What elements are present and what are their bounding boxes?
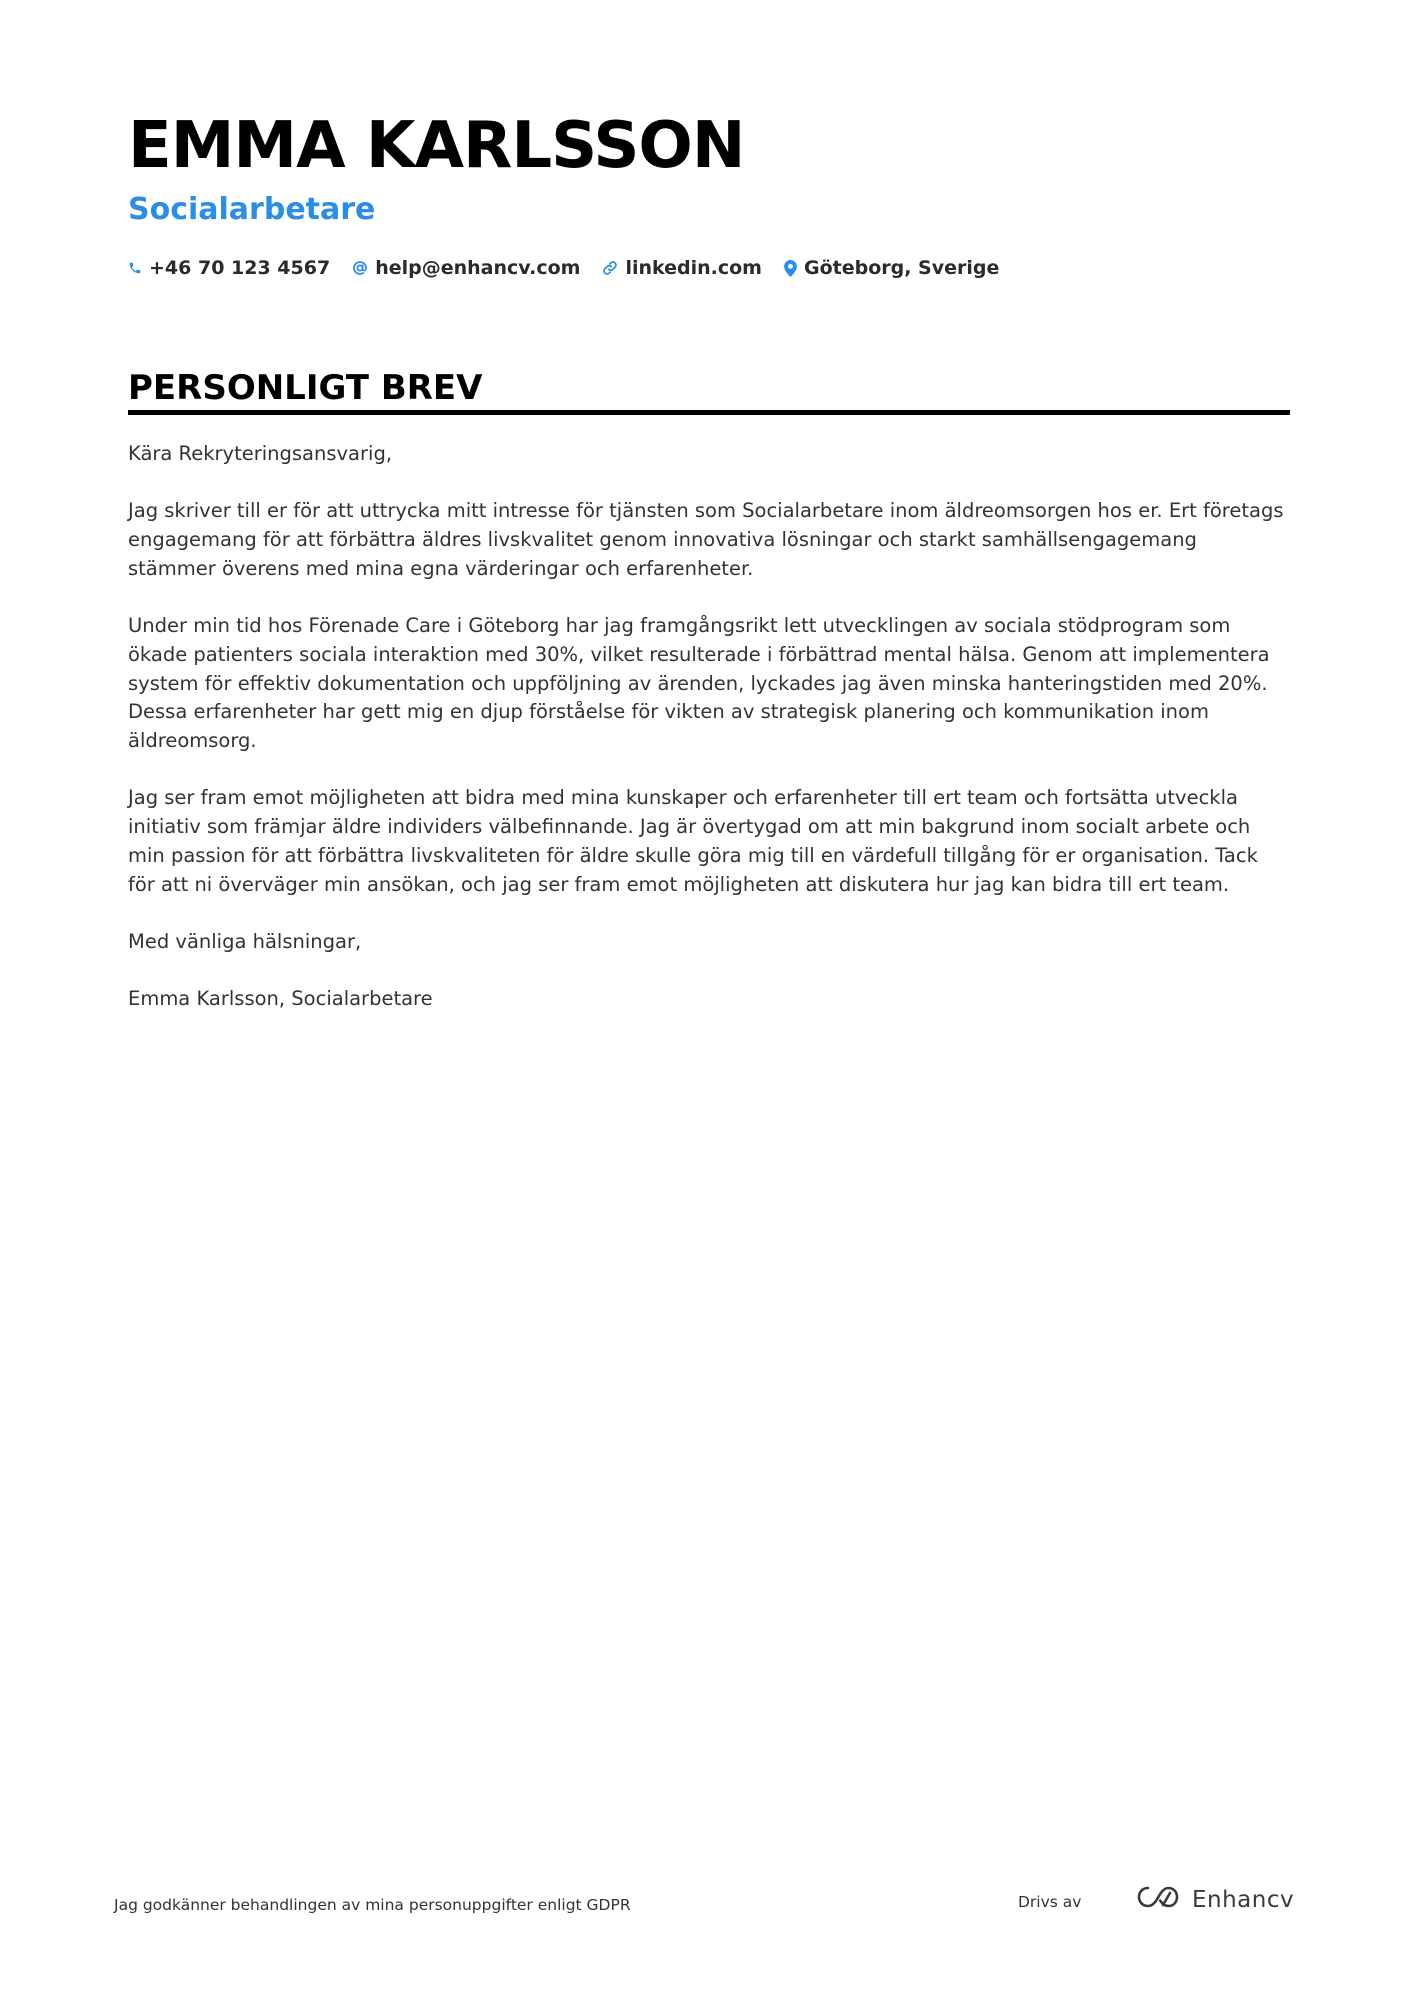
- enhancv-logo[interactable]: [1136, 1884, 1294, 1915]
- letter-paragraph: Under min tid hos Förenade Care i Göteborg har jag framgångsrikt lett utvecklingen av sociala stödprogram som ökade patienters sociala interaktion med 30%, vilket resulterade i förbättrad mental hälsa. Genom att implementera system för effektiv dokumentation och uppföljning av ärenden, lyckades jag även minska hanteringstiden med 20%. Dessa erfarenheter har gett mig en djup förståelse för vikten av strategisk planering och kommunikation inom äldreomsorg.: [128, 614, 1270, 752]
- powered-by-label: Drivs av: [1018, 1893, 1082, 1911]
- enhancv-logo-icon: [1136, 1884, 1182, 1915]
- gdpr-consent-text: Jag godkänner behandlingen av mina personuppgifter enligt GDPR: [114, 1896, 631, 1914]
- letter-body: [128, 440, 1290, 1043]
- contact-info-bar: [128, 254, 999, 282]
- section-heading-personal-letter: PERSONLIGT BREV: [128, 368, 483, 408]
- section-divider: [128, 410, 1290, 415]
- link-icon: [602, 260, 618, 276]
- letter-paragraph: Jag skriver till er för att uttrycka mitt intresse för tjänsten som Socialarbetare inom äldreomsorgen hos er. Ert företags engagemang för att förbättra äldres livskvalitet genom innovativa lösningar och starkt samhällsengagemang stämmer överens med mina egna värderingar och erfarenheter.: [128, 499, 1284, 580]
- letter-paragraph: Jag ser fram emot möjligheten att bidra med mina kunskaper och erfarenheter till ert team och fortsätta utveckla initiativ som främjar äldre individers välbefinnande. Jag är övertygad om att min bakgrund inom socialt arbete och min passion för att förbättra livskvaliteten för äldre skulle göra mig till en värdefull tillgång för er organisation. Tack för att ni överväger min ansökan, och jag ser fram emot möjligheten att diskutera hur jag kan bidra till ert team.: [128, 786, 1258, 896]
- contact-linkedin: [602, 254, 762, 282]
- cover-letter-page: [128, 0, 1290, 1995]
- phone-number[interactable]: +46 70 123 4567: [149, 257, 331, 279]
- letter-signature: Emma Karlsson, Socialarbetare: [128, 987, 433, 1011]
- location-text: Göteborg, Sverige: [803, 257, 1000, 279]
- applicant-name: EMMA KARLSSON: [128, 109, 745, 183]
- letter-greeting: Kära Rekryteringsansvarig,: [128, 442, 393, 465]
- contact-location: [784, 254, 999, 282]
- enhancv-brand-name: Enhancv: [1192, 1886, 1295, 1913]
- contact-phone: [128, 254, 330, 282]
- letter-closing: Med vänliga hälsningar,: [128, 929, 362, 953]
- location-pin-icon: [784, 260, 797, 277]
- applicant-job-title: Socialarbetare: [128, 192, 376, 227]
- at-icon: [352, 260, 368, 276]
- contact-email: [352, 254, 580, 282]
- linkedin-link[interactable]: linkedin.com: [625, 257, 762, 279]
- email-address[interactable]: help@enhancv.com: [375, 257, 581, 279]
- phone-icon: [128, 260, 142, 276]
